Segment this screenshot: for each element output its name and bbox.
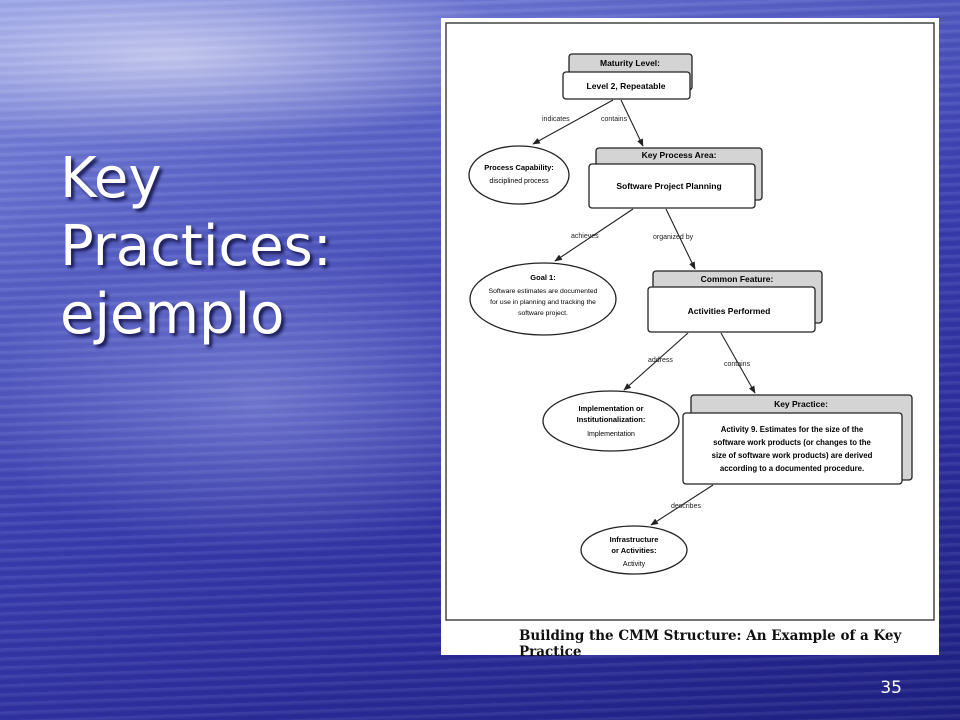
label-describes: describes — [671, 503, 701, 510]
key-process-area-header: Key Process Area: — [641, 150, 717, 160]
label-contains-2: contains — [724, 361, 751, 368]
title-line-1: Key — [60, 146, 162, 211]
key-practice-header: Key Practice: — [774, 399, 828, 409]
title-line-2: Practices: — [60, 214, 332, 279]
maturity-level-header: Maturity Level: — [600, 58, 660, 68]
goal-line-1: Software estimates are documented — [488, 288, 598, 295]
title-line-3: ejemplo — [60, 282, 285, 347]
maturity-level-body: Level 2, Repeatable — [586, 81, 666, 91]
key-process-area-box — [589, 148, 762, 208]
goal-ellipse — [470, 263, 616, 335]
key-practice-line-4: according to a documented procedure. — [719, 464, 865, 473]
key-practice-line-1: Activity 9. Estimates for the size of the — [720, 425, 864, 434]
key-process-area-body: Software Project Planning — [616, 181, 722, 191]
process-capability-title: Process Capability: — [484, 163, 554, 172]
key-practice-line-3: size of software work products) are derived — [711, 451, 873, 460]
cmm-diagram — [441, 18, 939, 655]
common-feature-header: Common Feature: — [700, 274, 774, 284]
process-capability-text: disciplined process — [489, 178, 549, 185]
goal-line-2: for use in planning and tracking the — [490, 299, 596, 306]
label-indicates: indicates — [542, 116, 570, 123]
common-feature-body: Activities Performed — [687, 306, 771, 316]
figure-caption: Building the CMM Structure: An Example of a Key Practice — [519, 628, 902, 660]
implementation-text: Implementation — [587, 431, 635, 438]
implementation-ellipse — [543, 391, 679, 451]
goal-title: Goal 1: — [530, 273, 556, 282]
maturity-level-box — [563, 54, 692, 99]
infrastructure-title-1: Infrastructure — [609, 535, 659, 544]
slide-number: 35 — [880, 678, 902, 698]
process-capability-ellipse — [469, 146, 569, 204]
infrastructure-text: Activity — [622, 561, 646, 568]
label-achieves: achieves — [571, 233, 599, 240]
slide-title — [60, 145, 332, 349]
key-practice-box — [683, 395, 912, 484]
label-contains-1: contains — [601, 116, 628, 123]
infrastructure-ellipse — [581, 526, 687, 574]
arrow-contains-kpa — [621, 100, 643, 146]
implementation-title-2: Institutionalization: — [576, 415, 646, 424]
label-address: address — [648, 357, 673, 364]
common-feature-box — [648, 271, 822, 332]
infrastructure-title-2: or Activities: — [611, 546, 657, 555]
goal-line-3: software project. — [518, 310, 568, 317]
cmm-structure-figure — [441, 18, 939, 660]
implementation-title-1: Implementation or — [578, 404, 644, 413]
key-practice-line-2: software work products (or changes to the — [713, 438, 871, 447]
label-organized-by: organized by — [653, 234, 694, 241]
